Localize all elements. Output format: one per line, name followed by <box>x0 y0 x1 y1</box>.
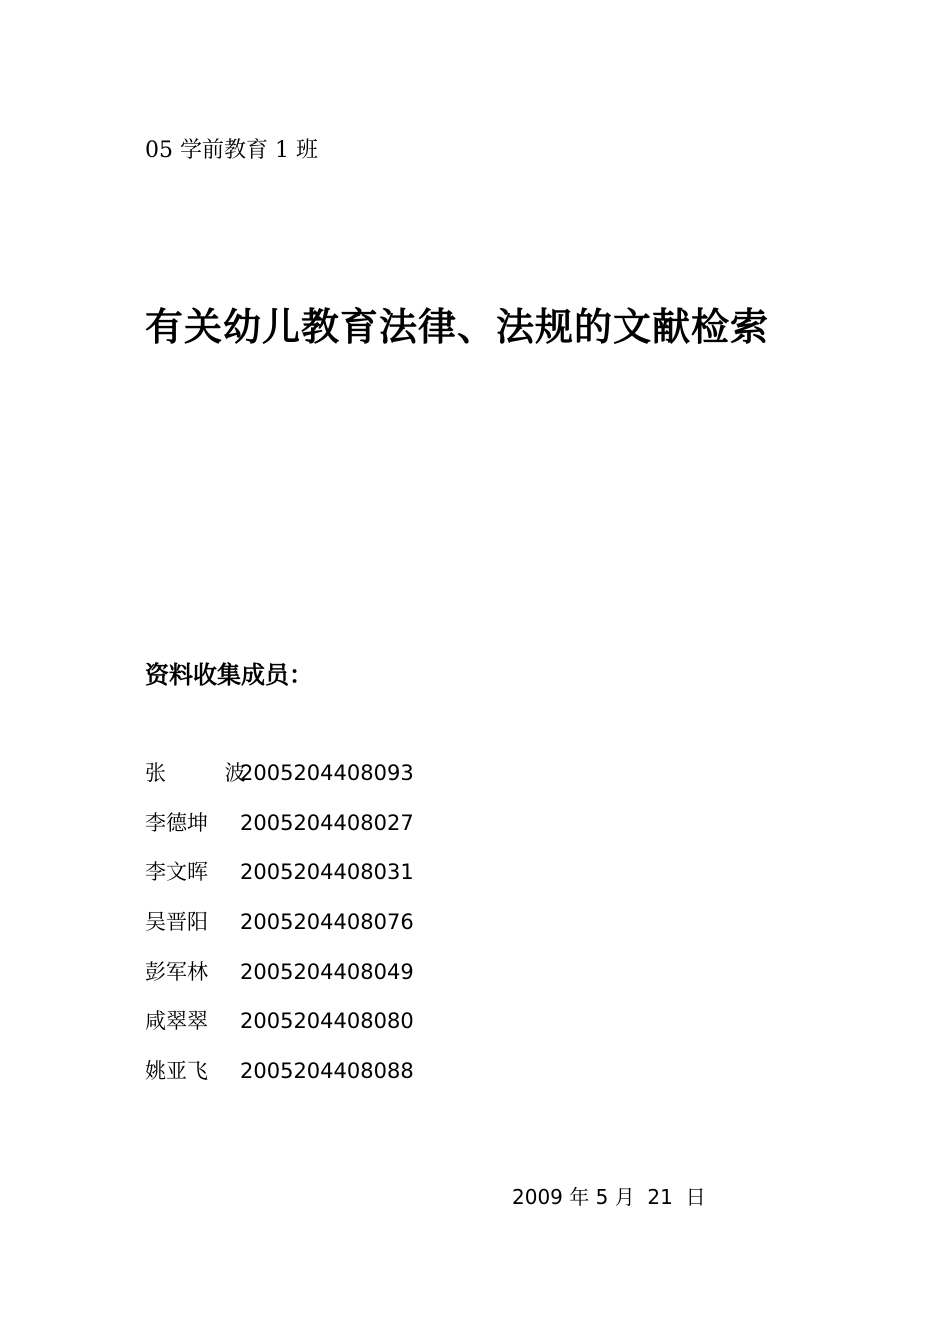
members-heading: 资料收集成员： <box>145 661 313 689</box>
member-list <box>145 758 414 1106</box>
member-name: 李文晖 <box>145 860 208 885</box>
member-id: 2005204408027 <box>240 810 414 835</box>
member-name: 姚亚飞 <box>145 1059 208 1084</box>
member-name: 咸翠翠 <box>145 1009 208 1034</box>
member-name: 吴晋阳 <box>145 910 208 935</box>
document-title: 有关幼儿教育法律、法规的文献检索 <box>145 305 770 349</box>
member-row <box>145 907 414 957</box>
member-row <box>145 957 414 1007</box>
member-row <box>145 1056 414 1106</box>
document-date: 2009 年 5 月 21 日 <box>512 1185 706 1209</box>
class-name: 05 学前教育 1 班 <box>145 138 318 163</box>
member-row <box>145 758 414 808</box>
member-row <box>145 1006 414 1056</box>
member-name: 张 波 <box>145 761 272 785</box>
member-row <box>145 857 414 907</box>
member-id: 2005204408076 <box>240 910 414 935</box>
member-name: 彭军林 <box>145 959 208 984</box>
member-id: 2005204408088 <box>240 1059 414 1084</box>
member-row <box>145 808 414 858</box>
member-id: 2005204408031 <box>240 860 414 885</box>
member-id: 2005204408080 <box>240 1009 414 1034</box>
member-id: 2005204408093 <box>240 761 414 785</box>
member-id: 2005204408049 <box>240 959 414 984</box>
member-name: 李德坤 <box>145 810 208 835</box>
